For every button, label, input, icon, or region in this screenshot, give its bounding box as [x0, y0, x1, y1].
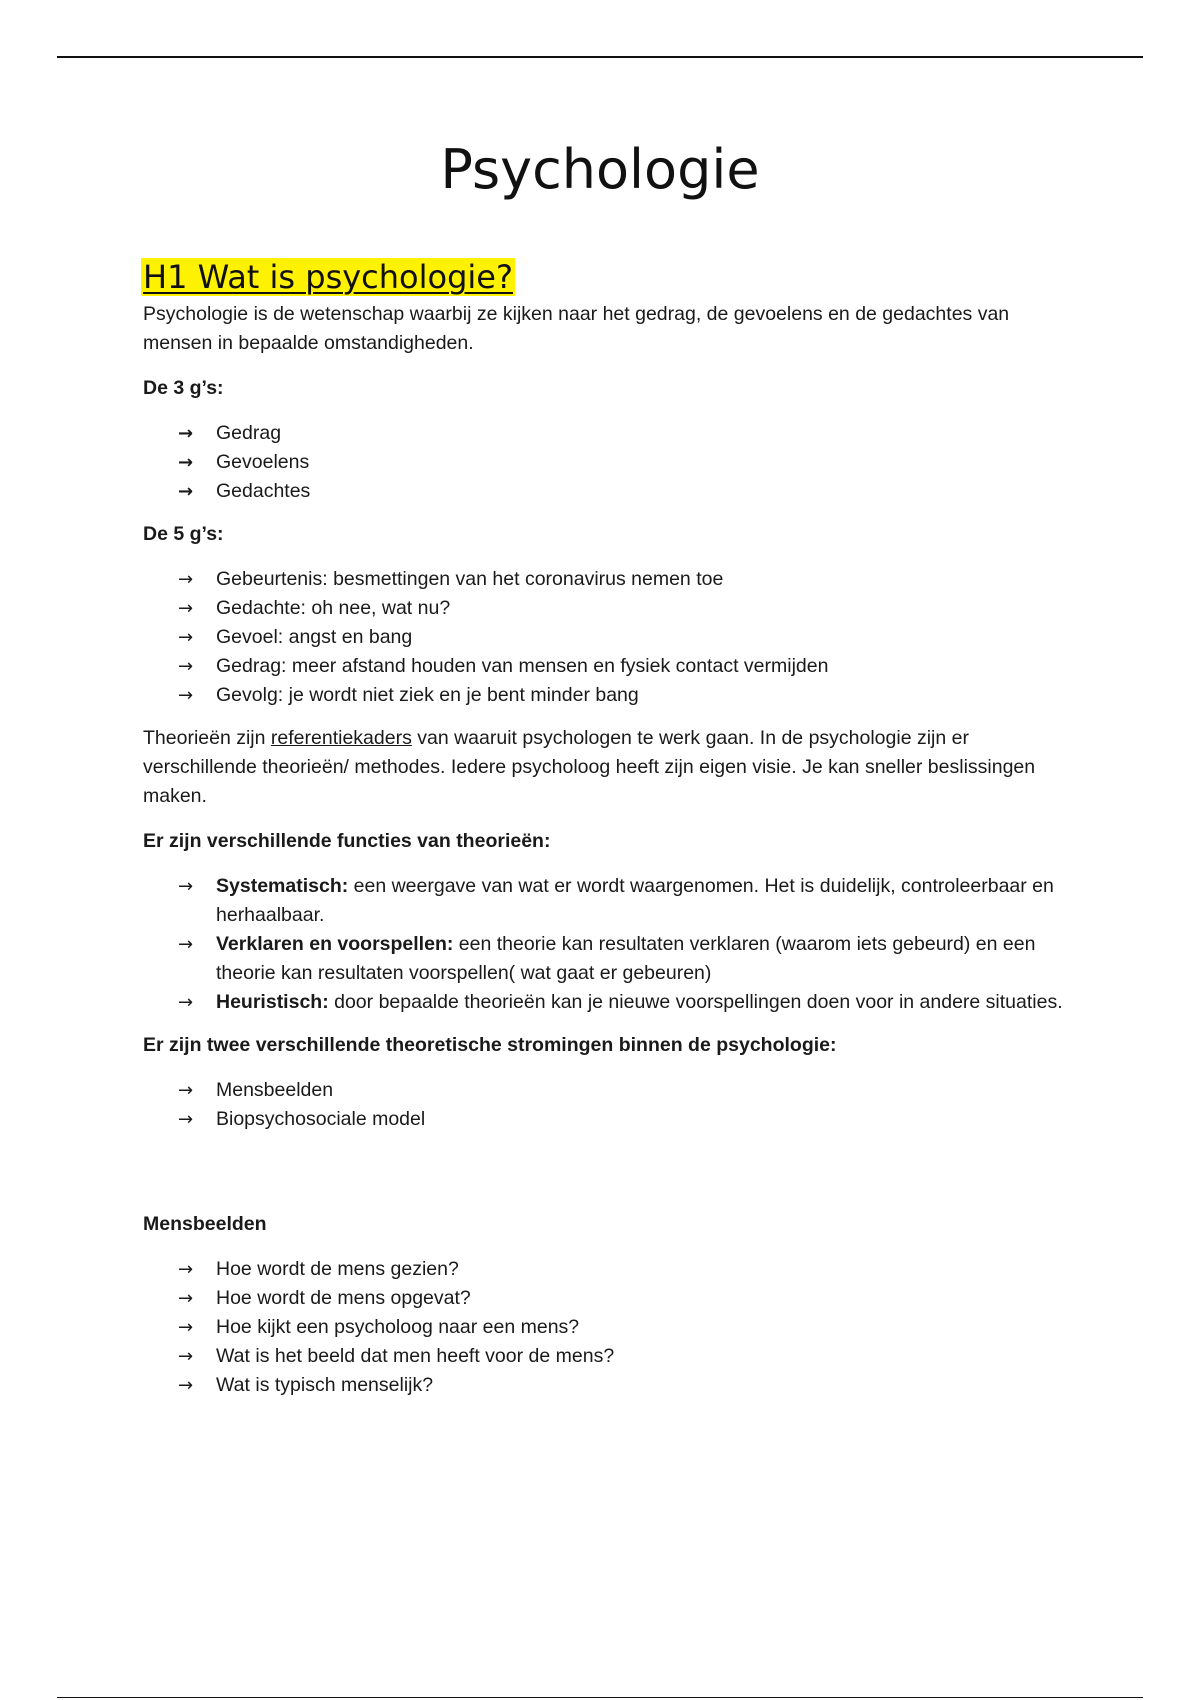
- page-title: Psychologie: [440, 138, 760, 201]
- three-gs-label: De 3 g’s:: [143, 377, 224, 399]
- list-item: → Gedachtes: [143, 477, 1063, 506]
- arrow-icon: →: [178, 934, 194, 955]
- intro-paragraph: Psychologie is de wetenschap waarbij ze kijken naar het gedrag, de gevoelens en de gedachtes van mensen in bepaalde omstandigheden.: [143, 303, 1010, 354]
- list-item: → Biopsychosociale model: [143, 1105, 1063, 1134]
- mensbeelden-list: [143, 1255, 1063, 1400]
- arrow-icon: →: [178, 656, 194, 677]
- streams-label: Er zijn twee verschillende theoretische stromingen binnen de psychologie:: [143, 1034, 837, 1056]
- arrow-icon: →: [178, 1109, 194, 1130]
- chapter-heading: H1 Wat is psychologie?: [143, 258, 513, 296]
- document-body: [143, 258, 1063, 1414]
- list-item: → Verklaren en voorspellen: een theorie kan resultaten verklaren (waarom iets gebeurd) en een theorie kan resultaten voorspellen( wat gaat er gebeuren): [143, 930, 1063, 988]
- arrow-icon: →: [178, 423, 194, 444]
- list-item: → Heuristisch: door bepaalde theorieën kan je nieuwe voorspellingen doen voor in andere situaties.: [143, 988, 1063, 1017]
- list-item: → Gevoelens: [143, 448, 1063, 477]
- mensbeelden-label: Mensbeelden: [143, 1213, 267, 1235]
- referentiekaders-term: referentiekaders: [270, 727, 412, 749]
- five-gs-list: [143, 565, 1063, 710]
- arrow-icon: →: [178, 1346, 194, 1367]
- arrow-icon: →: [178, 992, 194, 1013]
- arrow-icon: →: [178, 1259, 194, 1280]
- list-item: → Gedrag: meer afstand houden van mensen en fysiek contact vermijden: [143, 652, 1063, 681]
- streams-list: [143, 1076, 1063, 1134]
- list-item: → Gebeurtenis: besmettingen van het coronavirus nemen toe: [143, 565, 1063, 594]
- list-item: → Hoe wordt de mens opgevat?: [143, 1284, 1063, 1313]
- footer-rule: [57, 1697, 1143, 1698]
- arrow-icon: →: [178, 876, 194, 897]
- header-rule: [57, 56, 1143, 58]
- list-item: → Mensbeelden: [143, 1076, 1063, 1105]
- arrow-icon: →: [178, 1288, 194, 1309]
- list-item: → Gevolg: je wordt niet ziek en je bent minder bang: [143, 681, 1063, 710]
- arrow-icon: →: [178, 627, 194, 648]
- arrow-icon: →: [178, 569, 194, 590]
- list-item: → Systematisch: een weergave van wat er wordt waargenomen. Het is duidelijk, controleerbaar en herhaalbaar.: [143, 872, 1063, 930]
- arrow-icon: →: [178, 481, 194, 502]
- list-item: → Gedrag: [143, 419, 1063, 448]
- arrow-icon: →: [178, 452, 194, 473]
- list-item: → Hoe wordt de mens gezien?: [143, 1255, 1063, 1284]
- arrow-icon: →: [178, 685, 194, 706]
- arrow-icon: →: [178, 598, 194, 619]
- three-gs-list: [143, 419, 1063, 506]
- functions-list: [143, 872, 1063, 1017]
- five-gs-label: De 5 g’s:: [143, 523, 224, 545]
- theories-paragraph: Theorieën zijn referentiekaders van waaruit psychologen te werk gaan. In de psychologie zijn er verschillende theorieën/ methodes. Iedere psycholoog heeft zijn eigen visie. Je kan sneller beslissingen maken.: [143, 727, 1036, 807]
- list-item: → Hoe kijkt een psycholoog naar een mens?: [143, 1313, 1063, 1342]
- spacer: [143, 1148, 1063, 1210]
- arrow-icon: →: [178, 1317, 194, 1338]
- list-item: → Gedachte: oh nee, wat nu?: [143, 594, 1063, 623]
- list-item: → Wat is het beeld dat men heeft voor de mens?: [143, 1342, 1063, 1371]
- arrow-icon: →: [178, 1080, 194, 1101]
- list-item: → Gevoel: angst en bang: [143, 623, 1063, 652]
- functions-label: Er zijn verschillende functies van theorieën:: [143, 830, 551, 852]
- arrow-icon: →: [178, 1375, 194, 1396]
- list-item: → Wat is typisch menselijk?: [143, 1371, 1063, 1400]
